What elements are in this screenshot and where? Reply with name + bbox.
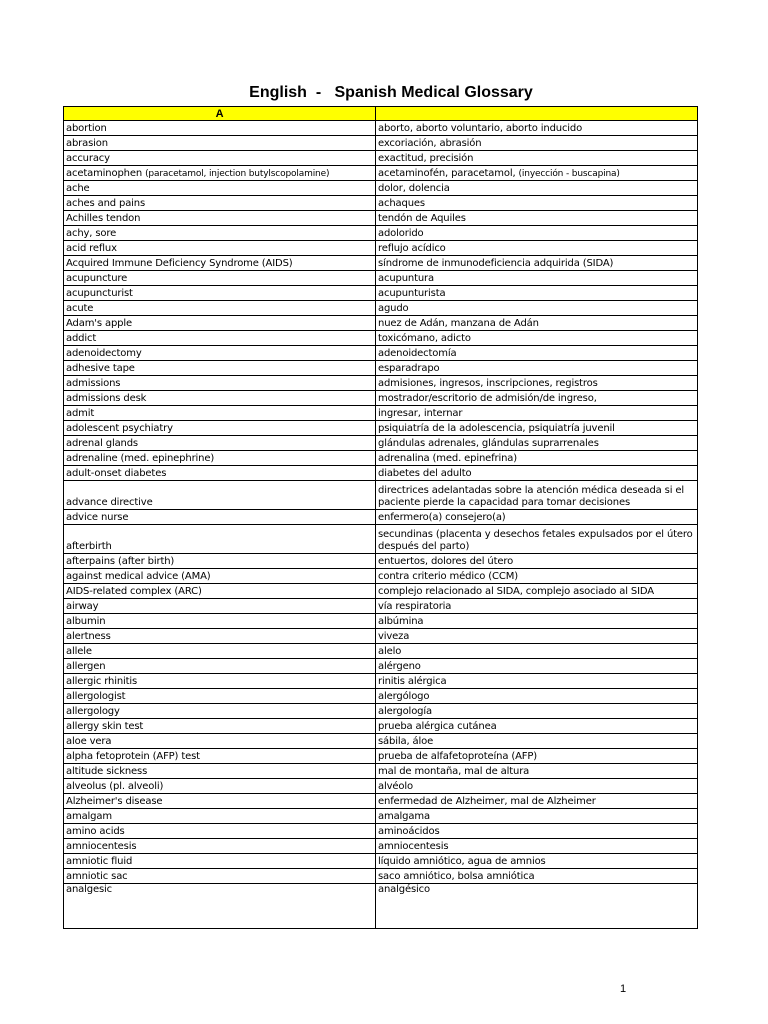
english-term: analgesic	[66, 884, 113, 895]
spanish-translation-cell	[376, 226, 698, 241]
spanish-translation-cell	[376, 884, 698, 929]
spanish-translation: diabetes del adulto	[378, 468, 472, 479]
spanish-translation: toxicómano, adicto	[378, 333, 471, 344]
spanish-translation-cell	[376, 316, 698, 331]
glossary-row	[64, 614, 698, 629]
english-term-cell	[64, 869, 376, 884]
glossary-row	[64, 406, 698, 421]
english-term-cell	[64, 599, 376, 614]
spanish-translation: entuertos, dolores del útero	[378, 556, 514, 567]
english-term: advice nurse	[66, 512, 129, 523]
spanish-translation-cell	[376, 481, 698, 510]
english-term: acute	[66, 303, 94, 314]
spanish-translation: contra criterio médico (CCM)	[378, 571, 518, 582]
spanish-translation-cell	[376, 376, 698, 391]
english-term: achy, sore	[66, 228, 117, 239]
english-term: admit	[66, 408, 95, 419]
english-term-cell	[64, 779, 376, 794]
glossary-row	[64, 301, 698, 316]
spanish-translation-note: (inyección - buscapina)	[518, 169, 620, 179]
glossary-row	[64, 704, 698, 719]
spanish-translation-cell	[376, 525, 698, 554]
glossary-row	[64, 151, 698, 166]
glossary-row	[64, 271, 698, 286]
page-title: English - Spanish Medical Glossary	[249, 84, 533, 101]
spanish-translation: complejo relacionado al SIDA, complejo asociado al SIDA	[378, 586, 654, 597]
spanish-translation-cell	[376, 271, 698, 286]
english-term-cell	[64, 256, 376, 271]
spanish-translation-cell	[376, 794, 698, 809]
english-term: adhesive tape	[66, 363, 135, 374]
spanish-translation: tendón de Aquiles	[378, 213, 466, 224]
glossary-row	[64, 376, 698, 391]
english-term-cell	[64, 301, 376, 316]
glossary-row	[64, 481, 698, 510]
spanish-translation-cell	[376, 331, 698, 346]
glossary-row	[64, 331, 698, 346]
spanish-translation-cell	[376, 689, 698, 704]
spanish-translation: alérgeno	[378, 661, 421, 672]
spanish-translation: alelo	[378, 646, 402, 657]
spanish-translation-cell	[376, 136, 698, 151]
english-term-cell	[64, 481, 376, 510]
glossary-row	[64, 869, 698, 884]
spanish-translation-cell	[376, 554, 698, 569]
spanish-translation: acetaminofén, paracetamol,	[378, 168, 516, 179]
spanish-translation: ingresar, internar	[378, 408, 463, 419]
english-term-cell	[64, 436, 376, 451]
english-term: allergy skin test	[66, 721, 144, 732]
spanish-translation: aminoácidos	[378, 826, 440, 837]
english-term: amniotic fluid	[66, 856, 133, 867]
spanish-translation-cell	[376, 421, 698, 436]
english-term: ache	[66, 183, 90, 194]
english-term: acid reflux	[66, 243, 117, 254]
glossary-row	[64, 136, 698, 151]
english-term-note: (paracetamol, injection butylscopolamine)	[145, 169, 330, 179]
spanish-translation: admisiones, ingresos, inscripciones, registros	[378, 378, 598, 389]
spanish-translation-cell	[376, 674, 698, 689]
english-term-cell	[64, 614, 376, 629]
glossary-row	[64, 421, 698, 436]
spanish-translation: adolorido	[378, 228, 424, 239]
english-term-cell	[64, 211, 376, 226]
glossary-row	[64, 391, 698, 406]
english-term: acetaminophen	[66, 168, 143, 179]
spanish-translation-cell	[376, 809, 698, 824]
english-term-cell	[64, 884, 376, 929]
english-term: aloe vera	[66, 736, 112, 747]
english-term: allergic rhinitis	[66, 676, 138, 687]
glossary-row	[64, 361, 698, 376]
english-term-cell	[64, 704, 376, 719]
spanish-translation-cell	[376, 151, 698, 166]
english-term-cell	[64, 584, 376, 599]
glossary-row	[64, 466, 698, 481]
english-term-cell	[64, 749, 376, 764]
english-term: allergen	[66, 661, 106, 672]
spanish-translation: viveza	[378, 631, 410, 642]
spanish-translation-cell	[376, 466, 698, 481]
spanish-translation-cell	[376, 256, 698, 271]
spanish-translation: síndrome de inmunodeficiencia adquirida (SIDA)	[378, 258, 614, 269]
spanish-translation: agudo	[378, 303, 409, 314]
spanish-translation: alergología	[378, 706, 432, 717]
glossary-row	[64, 166, 698, 181]
page-number: 1	[620, 983, 627, 995]
spanish-translation: exactitud, precisión	[378, 153, 474, 164]
english-term-cell	[64, 689, 376, 704]
spanish-translation: enfermedad de Alzheimer, mal de Alzheimer	[378, 796, 596, 807]
glossary-row	[64, 181, 698, 196]
english-term-cell	[64, 391, 376, 406]
spanish-translation-cell	[376, 764, 698, 779]
english-term-cell	[64, 286, 376, 301]
english-term-cell	[64, 839, 376, 854]
spanish-translation: saco amniótico, bolsa amniótica	[378, 871, 535, 882]
glossary-row	[64, 256, 698, 271]
english-term: amino acids	[66, 826, 125, 837]
section-letter-cell: A	[64, 107, 376, 121]
english-term: advance directive	[66, 497, 153, 508]
english-term-cell	[64, 794, 376, 809]
glossary-row	[64, 839, 698, 854]
glossary-row	[64, 286, 698, 301]
spanish-translation-cell	[376, 569, 698, 584]
spanish-translation: amniocentesis	[378, 841, 449, 852]
spanish-translation: aborto, aborto voluntario, aborto inducido	[378, 123, 583, 134]
english-term-cell	[64, 569, 376, 584]
glossary-row	[64, 569, 698, 584]
spanish-translation-cell	[376, 659, 698, 674]
english-term: AIDS-related complex (ARC)	[66, 586, 202, 597]
english-term-cell	[64, 764, 376, 779]
glossary-row	[64, 629, 698, 644]
english-term: admissions desk	[66, 393, 147, 404]
spanish-translation-cell	[376, 406, 698, 421]
spanish-translation: alergólogo	[378, 691, 430, 702]
english-term: alpha fetoprotein (AFP) test	[66, 751, 200, 762]
glossary-row	[64, 226, 698, 241]
spanish-translation: secundinas (placenta y desechos fetales expulsados por el útero después del parto)	[378, 529, 693, 552]
english-term-cell	[64, 421, 376, 436]
english-term: allergologist	[66, 691, 126, 702]
glossary-body	[64, 107, 698, 929]
glossary-row	[64, 525, 698, 554]
spanish-translation: glándulas adrenales, glándulas suprarrenales	[378, 438, 599, 449]
english-term-cell	[64, 674, 376, 689]
english-term: Alzheimer's disease	[66, 796, 163, 807]
english-term-cell	[64, 629, 376, 644]
spanish-translation-cell	[376, 166, 698, 181]
english-term-cell	[64, 451, 376, 466]
english-term: Achilles tendon	[66, 213, 141, 224]
glossary-row	[64, 719, 698, 734]
glossary-row	[64, 854, 698, 869]
english-term: altitude sickness	[66, 766, 148, 777]
glossary-row	[64, 674, 698, 689]
spanish-translation: sábila, áloe	[378, 736, 434, 747]
spanish-translation: acupuntura	[378, 273, 434, 284]
english-term-cell	[64, 525, 376, 554]
spanish-translation: acupunturista	[378, 288, 446, 299]
english-term-cell	[64, 659, 376, 674]
english-term-cell	[64, 136, 376, 151]
glossary-row	[64, 599, 698, 614]
glossary-row	[64, 689, 698, 704]
english-term: allergology	[66, 706, 120, 717]
spanish-translation: nuez de Adán, manzana de Adán	[378, 318, 539, 329]
spanish-translation-cell	[376, 361, 698, 376]
english-term-cell	[64, 510, 376, 525]
spanish-translation: prueba de alfafetoproteína (AFP)	[378, 751, 538, 762]
english-term: adolescent psychiatry	[66, 423, 173, 434]
english-term-cell	[64, 331, 376, 346]
spanish-translation-cell	[376, 614, 698, 629]
english-term-cell	[64, 196, 376, 211]
english-term-cell	[64, 376, 376, 391]
spanish-translation: amalgama	[378, 811, 430, 822]
spanish-translation: analgésico	[378, 884, 430, 895]
english-term: allele	[66, 646, 92, 657]
english-term: adenoidectomy	[66, 348, 142, 359]
spanish-translation: directrices adelantadas sobre la atención médica deseada si el paciente pierde la capacidad para tomar decisiones	[378, 485, 685, 508]
glossary-row	[64, 121, 698, 136]
spanish-translation-cell	[376, 181, 698, 196]
spanish-translation: prueba alérgica cutánea	[378, 721, 497, 732]
glossary-row	[64, 211, 698, 226]
spanish-translation-cell	[376, 644, 698, 659]
glossary-row	[64, 436, 698, 451]
english-term-cell	[64, 554, 376, 569]
english-term: Adam's apple	[66, 318, 132, 329]
spanish-translation-cell	[376, 436, 698, 451]
english-term: amniotic sac	[66, 871, 128, 882]
glossary-row	[64, 884, 698, 929]
english-term: alertness	[66, 631, 111, 642]
spanish-translation: adenoidectomía	[378, 348, 457, 359]
english-term: afterpains (after birth)	[66, 556, 175, 567]
english-term: abrasion	[66, 138, 108, 149]
english-term-cell	[64, 824, 376, 839]
spanish-translation-cell	[376, 241, 698, 256]
spanish-translation-cell	[376, 719, 698, 734]
glossary-row	[64, 749, 698, 764]
spanish-translation-cell	[376, 854, 698, 869]
english-term-cell	[64, 346, 376, 361]
glossary-row	[64, 196, 698, 211]
english-term-cell	[64, 734, 376, 749]
glossary-row	[64, 241, 698, 256]
spanish-translation: adrenalina (med. epinefrina)	[378, 453, 518, 464]
english-term: airway	[66, 601, 99, 612]
glossary-row	[64, 451, 698, 466]
glossary-row	[64, 659, 698, 674]
english-term: acupuncturist	[66, 288, 133, 299]
english-term: amalgam	[66, 811, 112, 822]
spanish-translation-cell	[376, 451, 698, 466]
spanish-translation-cell	[376, 301, 698, 316]
spanish-translation-cell	[376, 211, 698, 226]
english-term-cell	[64, 181, 376, 196]
section-header-row	[64, 107, 698, 121]
spanish-translation-cell	[376, 824, 698, 839]
glossary-row	[64, 809, 698, 824]
spanish-translation-cell	[376, 599, 698, 614]
english-term-cell	[64, 406, 376, 421]
english-term-cell	[64, 644, 376, 659]
glossary-row	[64, 510, 698, 525]
english-term: adrenaline (med. epinephrine)	[66, 453, 215, 464]
section-empty-cell	[376, 107, 698, 121]
english-term: amniocentesis	[66, 841, 137, 852]
glossary-row	[64, 824, 698, 839]
spanish-translation: enfermero(a) consejero(a)	[378, 512, 506, 523]
english-term: addict	[66, 333, 97, 344]
english-term-cell	[64, 719, 376, 734]
spanish-translation: albúmina	[378, 616, 424, 627]
english-term-cell	[64, 121, 376, 136]
glossary-row	[64, 644, 698, 659]
english-term-cell	[64, 151, 376, 166]
spanish-translation: dolor, dolencia	[378, 183, 450, 194]
english-term: against medical advice (AMA)	[66, 571, 211, 582]
spanish-translation-cell	[376, 749, 698, 764]
english-term: accuracy	[66, 153, 110, 164]
glossary-row	[64, 316, 698, 331]
spanish-translation: reflujo acídico	[378, 243, 446, 254]
spanish-translation-cell	[376, 196, 698, 211]
glossary-row	[64, 794, 698, 809]
spanish-translation-cell	[376, 839, 698, 854]
english-term: alveolus (pl. alveoli)	[66, 781, 164, 792]
spanish-translation-cell	[376, 121, 698, 136]
english-term-cell	[64, 316, 376, 331]
spanish-translation: psiquiatría de la adolescencia, psiquiatría juvenil	[378, 423, 615, 434]
english-term-cell	[64, 166, 376, 181]
glossary-row	[64, 779, 698, 794]
english-term: albumin	[66, 616, 106, 627]
spanish-translation-cell	[376, 286, 698, 301]
english-term: adult-onset diabetes	[66, 468, 167, 479]
english-term: adrenal glands	[66, 438, 138, 449]
spanish-translation-cell	[376, 869, 698, 884]
spanish-translation: mostrador/escritorio de admisión/de ingreso,	[378, 393, 597, 404]
spanish-translation-cell	[376, 704, 698, 719]
spanish-translation-cell	[376, 346, 698, 361]
spanish-translation: líquido amniótico, agua de amnios	[378, 856, 546, 867]
english-term: afterbirth	[66, 541, 112, 552]
english-term-cell	[64, 271, 376, 286]
english-term: aches and pains	[66, 198, 146, 209]
english-term-cell	[64, 466, 376, 481]
spanish-translation-cell	[376, 584, 698, 599]
spanish-translation: esparadrapo	[378, 363, 440, 374]
spanish-translation-cell	[376, 510, 698, 525]
spanish-translation: vía respiratoria	[378, 601, 452, 612]
glossary-row	[64, 346, 698, 361]
spanish-translation-cell	[376, 391, 698, 406]
english-term-cell	[64, 226, 376, 241]
english-term: acupuncture	[66, 273, 128, 284]
glossary-row	[64, 554, 698, 569]
english-term: abortion	[66, 123, 107, 134]
spanish-translation: mal de montaña, mal de altura	[378, 766, 530, 777]
glossary-row	[64, 584, 698, 599]
english-term-cell	[64, 854, 376, 869]
spanish-translation-cell	[376, 779, 698, 794]
glossary-table	[63, 106, 698, 929]
spanish-translation: alvéolo	[378, 781, 413, 792]
spanish-translation-cell	[376, 734, 698, 749]
glossary-row	[64, 764, 698, 779]
english-term: Acquired Immune Deficiency Syndrome (AIDS)	[66, 258, 293, 269]
glossary-row	[64, 734, 698, 749]
spanish-translation: rinitis alérgica	[378, 676, 447, 687]
spanish-translation: achaques	[378, 198, 425, 209]
spanish-translation-cell	[376, 629, 698, 644]
english-term-cell	[64, 809, 376, 824]
spanish-translation: excoriación, abrasión	[378, 138, 482, 149]
english-term-cell	[64, 361, 376, 376]
english-term-cell	[64, 241, 376, 256]
english-term: admissions	[66, 378, 121, 389]
